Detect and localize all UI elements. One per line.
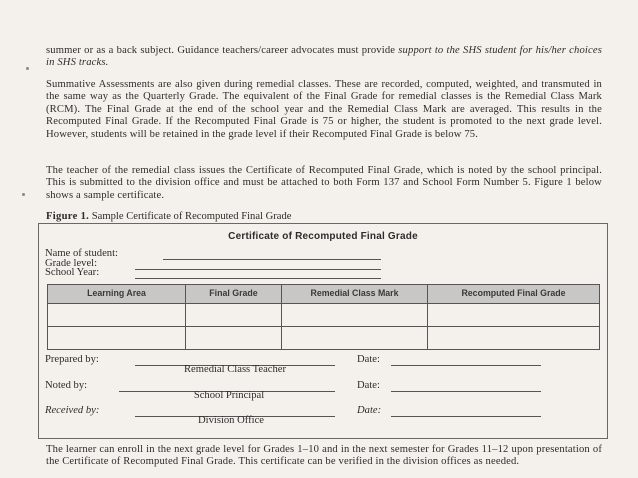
- figure-caption-text: Sample Certificate of Recomputed Final Grade: [91, 211, 292, 222]
- figure-label: Figure 1.: [46, 211, 90, 222]
- scan-speck: [26, 67, 29, 70]
- grades-header-row: [48, 285, 600, 304]
- school-year-label: School Year:: [45, 267, 100, 278]
- table-row: [48, 304, 600, 327]
- noted-date-line[interactable]: [391, 391, 541, 392]
- table-cell[interactable]: [186, 304, 282, 327]
- table-cell[interactable]: [282, 327, 428, 350]
- school-year-line[interactable]: [135, 278, 381, 279]
- paragraph-closing: The learner can enroll in the next grade level for Grades 1–10 and in the next semester for Grades 11–12 upon presentation of the Certificate of Recomputed Final Grade. This certificate can be verified in the division offices as needed.: [46, 444, 602, 468]
- figure-caption: [46, 211, 292, 222]
- prepared-by-role: Remedial Class Teacher: [183, 364, 287, 375]
- certificate-form: [38, 223, 608, 439]
- table-cell[interactable]: [48, 304, 186, 327]
- noted-date-label: Date:: [357, 380, 380, 391]
- received-by-role: Division Office: [197, 415, 264, 426]
- scan-speck: [22, 193, 25, 196]
- header-final-grade: Final Grade: [186, 285, 282, 304]
- table-row: [48, 327, 600, 350]
- received-date-line[interactable]: [391, 416, 541, 417]
- table-cell[interactable]: [186, 327, 282, 350]
- paragraph-summative: Summative Assessments are also given during remedial classes. These are recorded, computed, weighted, and transmuted in the same way as the Quarterly Grade. The equivalent of the Final Grade for remedial classes is the Remedial Class Mark (RCM). The Final Grade at the end of the school year and the Remedial Class Mark are averaged. This results in the Recomputed Final Grade. If the Recomputed Final Grade is 75 or higher, the student is promoted to the next grade level. However, students will be retained in the grade level if their Recomputed Final Grade is below 75.: [46, 79, 602, 140]
- student-name-line[interactable]: [163, 259, 381, 260]
- prepared-date-label: Date:: [357, 354, 380, 365]
- received-date-label: Date:: [357, 405, 382, 416]
- paragraph-certificate: The teacher of the remedial class issues the Certificate of Recomputed Final Grade, which is noted by the school principal. This is submitted to the division office and must be attached to both Form 137 and School Form Number 5. Figure 1 below shows a sample certificate.: [46, 165, 602, 201]
- table-cell[interactable]: [428, 304, 600, 327]
- table-cell[interactable]: [48, 327, 186, 350]
- paragraph-intro-italic: support to the SHS student for his/her choices in SHS tracks.: [46, 45, 602, 69]
- table-cell[interactable]: [428, 327, 600, 350]
- header-recomputed-final-grade: Recomputed Final Grade: [428, 285, 600, 304]
- header-learning-area: Learning Area: [48, 285, 186, 304]
- grades-table: [47, 284, 600, 350]
- certificate-title: Certificate of Recomputed Final Grade: [228, 231, 418, 242]
- paragraph-intro: [46, 45, 602, 70]
- prepared-date-line[interactable]: [391, 365, 541, 366]
- header-remedial-class-mark: Remedial Class Mark: [282, 285, 428, 304]
- table-cell[interactable]: [282, 304, 428, 327]
- student-name-label: Name of student:: [45, 248, 118, 259]
- noted-by-label: Noted by:: [45, 380, 88, 391]
- noted-by-role: School Principal: [193, 390, 265, 401]
- paragraph-intro-start: summer or as a back subject. Guidance teachers/career advocates must provide: [46, 45, 399, 56]
- grade-level-label: Grade level:: [45, 258, 98, 269]
- received-by-label: Received by:: [45, 405, 100, 416]
- grade-level-line[interactable]: [135, 269, 381, 270]
- prepared-by-label: Prepared by:: [45, 354, 99, 365]
